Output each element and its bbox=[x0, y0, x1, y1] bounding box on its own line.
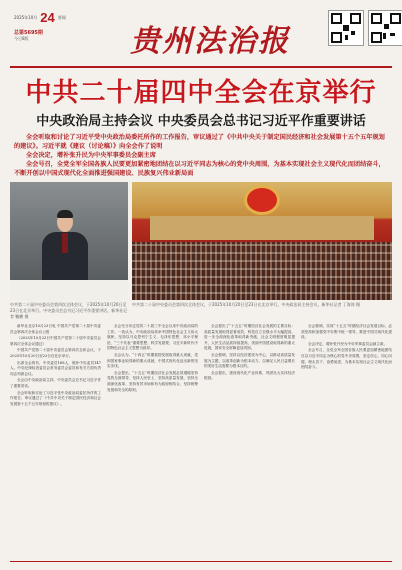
photo-row bbox=[10, 182, 392, 300]
issue-line: 总第5695期 bbox=[14, 30, 43, 36]
article-paragraph: 全会提出，“十五五”时期经济社会发展必须遵循坚持党的全面领导、坚持人民至上、坚持高质量发展、坚持全面深化改革、坚持有效市场和有为政府相结合、坚持统筹发展和安全的原则。 bbox=[107, 370, 198, 392]
article-paragraph: 全会强调，坚持以经济建设为中心，以推动高质量发展为主题，以改革创新为根本动力，以满足人民日益增长的美好生活需要为根本目的。 bbox=[204, 352, 295, 369]
article-paragraph: 全会决定，增补张升民为中央军事委员会副主席。 bbox=[308, 341, 388, 346]
plenary-hall-photo bbox=[132, 182, 392, 300]
article-paragraph: 全会认为，“十四五”时期我国发展取得重大成就，党和国家事业取得新的重大成就，中国式现代化迈出新的坚实步伐。 bbox=[107, 352, 198, 369]
page-tag: 要闻 bbox=[57, 14, 66, 20]
photo-captions bbox=[10, 302, 392, 320]
article-paragraph: 出席全会的有，中央委员168人，候补中央委员147人。中央纪律检查委员会常务委员会委员和有关方面负责同志列席会议。 bbox=[10, 360, 101, 376]
article-body bbox=[10, 324, 392, 529]
article-paragraph: 全会由中央政治局主持。中央委员会总书记习近平作了重要讲话。 bbox=[10, 378, 101, 388]
page-number: 24 bbox=[40, 10, 55, 25]
article-paragraph: （2025年10月23日中国共产党第二十届中央委员会第四次全体会议通过） bbox=[10, 336, 101, 346]
subheadline: 中央政治局主持会议 中央委员会总书记习近平作重要讲话 bbox=[36, 114, 366, 129]
qr-code-icon bbox=[328, 10, 364, 46]
article-column bbox=[204, 324, 295, 529]
article-paragraph: 全会听取和讨论了习近平受中央政治局委托所作的工作报告，审议通过了《中共中央关于制定国民经济和社会发展第十五个五年规划的建议》。 bbox=[10, 390, 101, 406]
article-column bbox=[107, 324, 198, 529]
article-paragraph: 新华社北京10月23日电 中国共产党第二十届中央委员会第四次全体会议公报 bbox=[10, 324, 101, 334]
main-headline: 中共二十届四中全会在京举行 bbox=[25, 78, 377, 108]
newspaper-logo: 贵州法治报 bbox=[130, 24, 290, 59]
article-paragraph: 全会充分肯定党的二十届三中全会以来中央政治局的工作。一致认为，中央政治局高举中国特色社会主义伟大旗帜，坚持以马克思列宁主义、毛泽东思想、邓小平理论、“三个代表”重要思想、科学发展观、习近平新时代中国特色社会主义思想为指导。 bbox=[107, 324, 198, 351]
article-column bbox=[10, 324, 101, 529]
date-box bbox=[14, 10, 94, 42]
speaker-photo bbox=[10, 182, 128, 300]
photo-caption-left: 中共第二十届中央委员会第四次全体会议，于2025年10月20日至23日在北京举行。中央委员会总书记习近平作重要讲话。新华社记者 鞠鹏 摄 bbox=[10, 302, 128, 319]
footer-rule bbox=[10, 561, 392, 562]
qr-code-icon bbox=[368, 10, 402, 46]
speaker-figure bbox=[42, 212, 88, 282]
article-paragraph: 全会提出了“十五五”时期经济社会发展的主要目标：高质量发展取得显著成效，科技自立自强水平大幅提高，进一步全面深化改革取得新突破，社会文明程度明显提升，人民生活品质持续提高，美丽中国建设取得新的重大进展，国家安全屏障更加巩固。 bbox=[204, 324, 295, 351]
party-emblem bbox=[247, 188, 277, 212]
lead-paragraph: 全会号召，全党全军全国各族人民要更加紧密地团结在以习近平同志为核心的党中央周围，为基本实现社会主义现代化而团结奋斗，不断开创以中国式现代化全面推进强国建设、民族复兴伟业新局面 bbox=[14, 161, 385, 177]
article-paragraph: 全会强调，实现“十五五”时期经济社会发展目标，必须坚持和加强党中央集中统一领导，推进中国式现代化建设。 bbox=[301, 324, 392, 340]
photo-caption-right: 中共第二十届中央委员会第四次全体会议，于2025年10月20日至23日在北京举行。中央政治局主持会议。新华社记者 丁海涛 摄 bbox=[132, 302, 360, 307]
masthead bbox=[10, 6, 392, 68]
rostrum bbox=[150, 216, 374, 240]
article-paragraph: 中国共产党第二十届中央委员会第四次全体会议，于2025年10月20日至23日在北京举行。 bbox=[10, 348, 101, 358]
lead-paragraph: 全会听取和讨论了习近平受中央政治局委托所作的工作报告，审议通过了《中共中央关于制定国民经济和社会发展第十五个五年规划的建议》。习近平就《建议（讨论稿）》向全会作了说明 bbox=[14, 134, 385, 150]
article-column bbox=[301, 324, 392, 529]
article-paragraph: 全会提出，建设现代化产业体系，巩固壮大实体经济根基。 bbox=[204, 370, 295, 381]
masthead-rule bbox=[10, 66, 392, 68]
issue-sub: 今日8版 bbox=[14, 36, 29, 41]
date-line: 2025年10月 bbox=[14, 14, 38, 20]
lead-paragraph: 全会决定，增补张升民为中央军事委员会副主席 bbox=[26, 152, 156, 159]
article-paragraph: 全会号召，全党全军全国各族人民要更加紧密地团结在以习近平同志为核心的党中央周围，坚定信心、同心同德，埋头苦干、奋勇前进，为基本实现社会主义现代化而团结奋斗。 bbox=[301, 348, 392, 370]
lead-summary bbox=[10, 133, 392, 178]
